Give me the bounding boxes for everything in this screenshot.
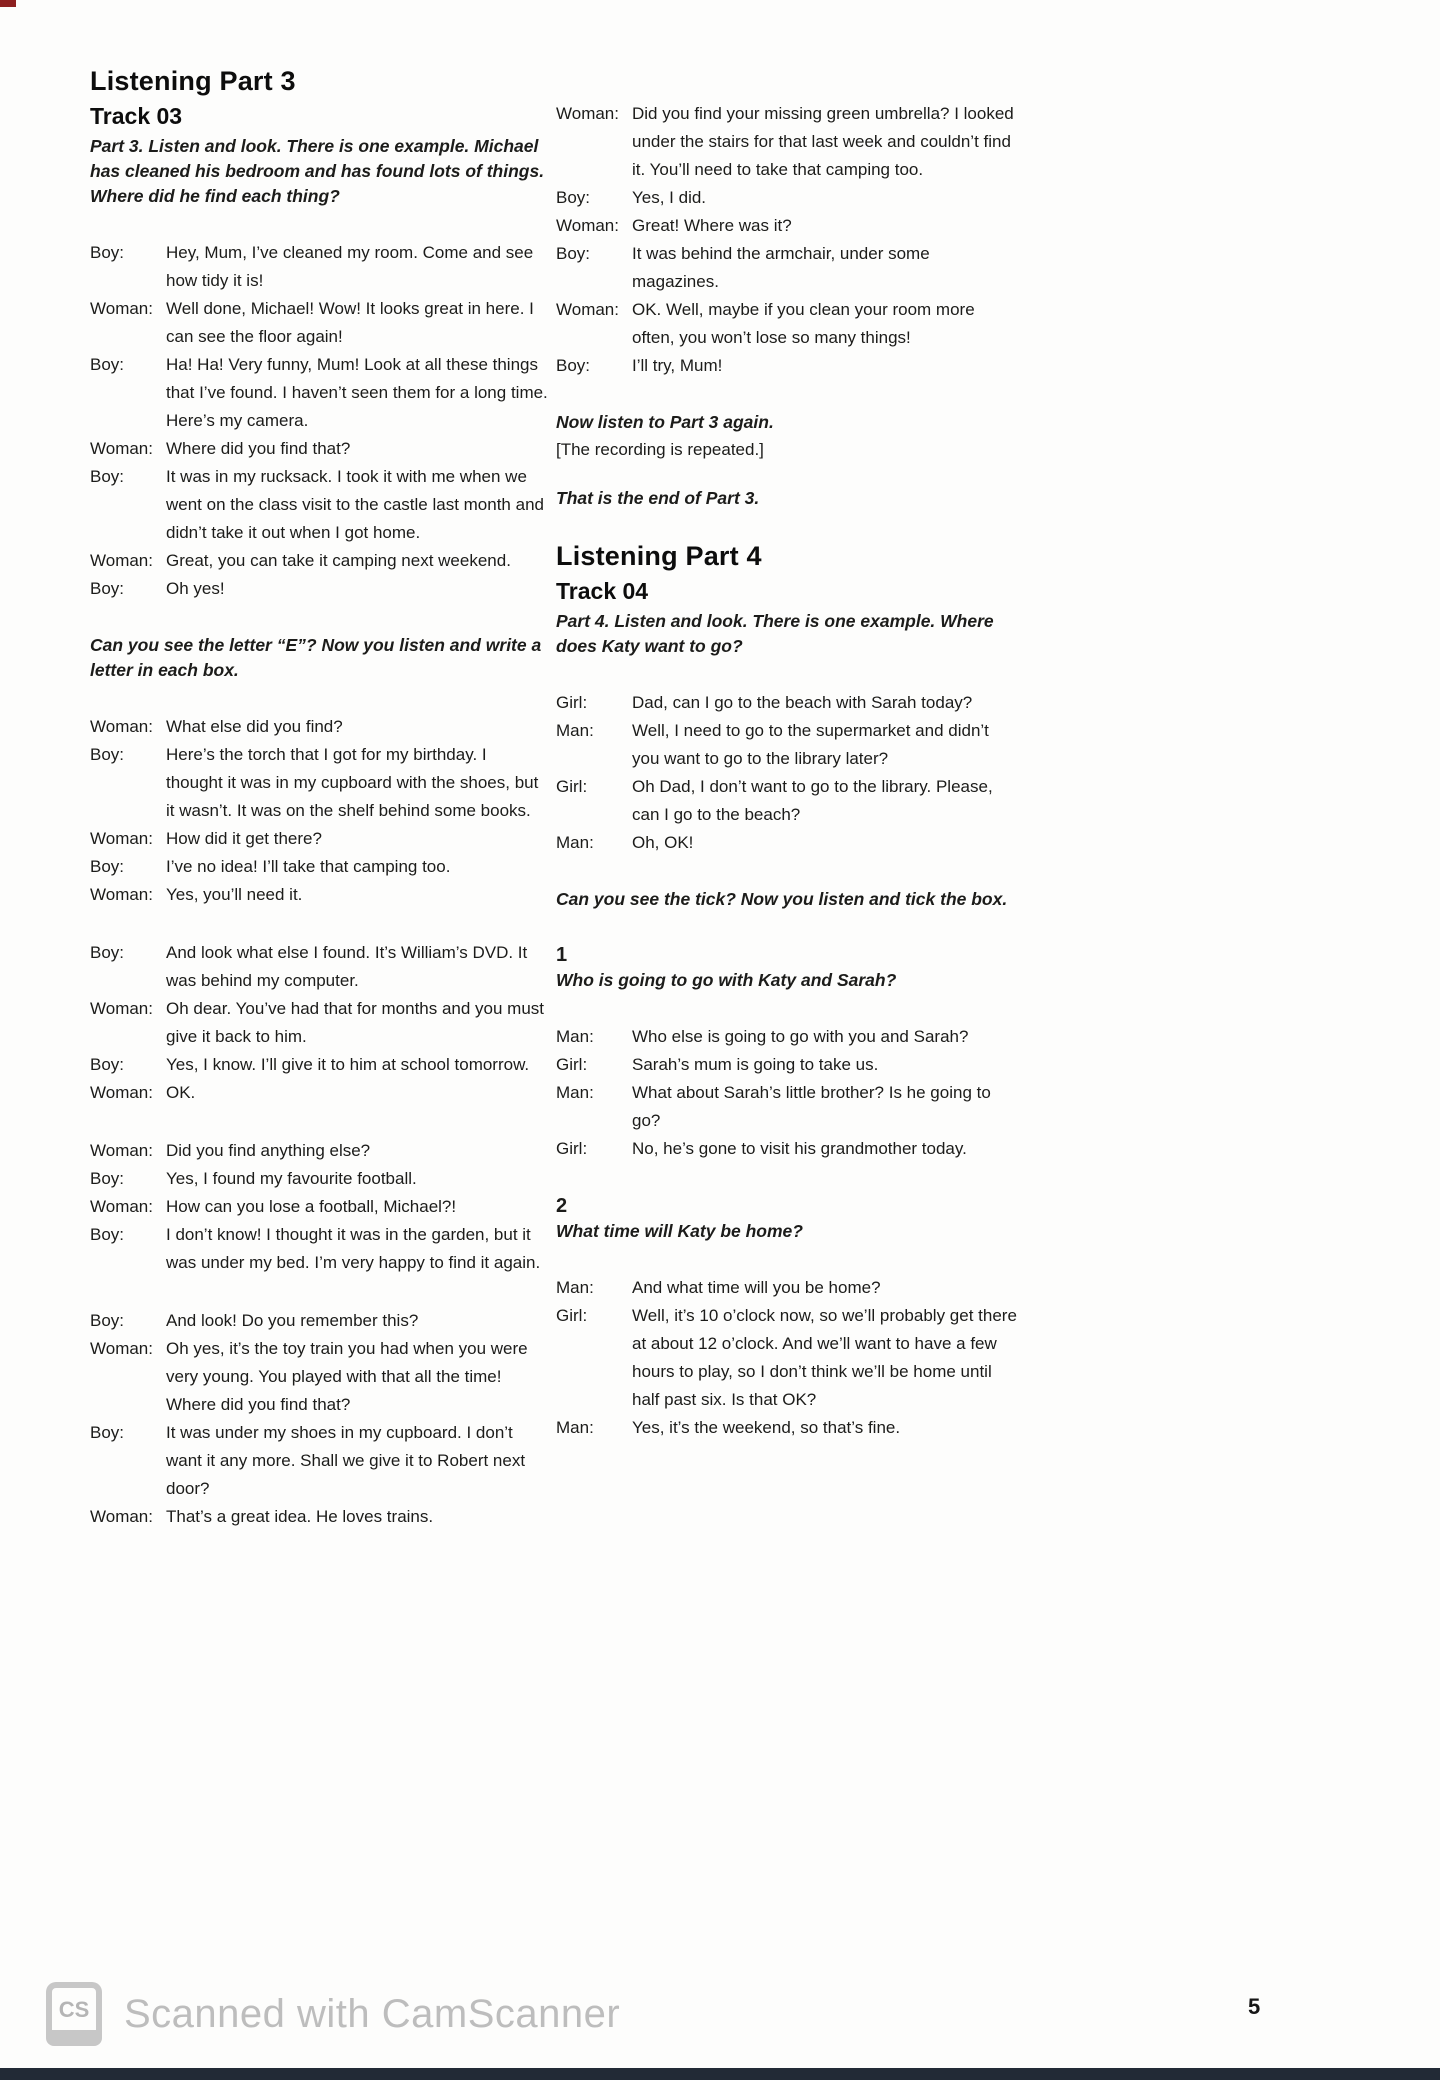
dialogue-text: What else did you find?	[166, 717, 343, 736]
speaker-label: Man:	[556, 833, 594, 852]
recording-note: [The recording is repeated.]	[556, 440, 764, 459]
dialogue-text: Ha! Ha! Very funny, Mum! Look at all these things that I’ve found. I haven’t seen them for a long time. Here’s my camera.	[166, 355, 548, 430]
dialogue-line	[556, 829, 1018, 857]
speaker-label: Girl:	[556, 1139, 588, 1158]
dialogue-line	[556, 184, 1018, 212]
instruction-italic: Part 4. Listen and look. There is one example. Where does Katy want to go?	[556, 611, 994, 656]
speaker-label: Woman:	[90, 299, 153, 318]
speaker-label: Boy:	[90, 1225, 125, 1244]
dialogue-line	[90, 825, 548, 853]
question-block	[556, 1193, 1018, 1244]
dialogue-block	[556, 100, 1018, 380]
speaker-label: Woman:	[90, 999, 153, 1018]
speaker-label: Boy:	[90, 1311, 125, 1330]
dialogue-line	[90, 239, 548, 295]
camscanner-logo-text: CS	[58, 1997, 90, 2022]
dialogue-text: Who else is going to go with you and Sarah?	[632, 1027, 969, 1046]
dialogue-text: Great! Where was it?	[632, 216, 792, 235]
speaker-label: Woman:	[90, 1339, 153, 1358]
speaker-label: Woman:	[556, 300, 619, 319]
dialogue-block	[556, 1023, 1018, 1163]
dialogue-text: I’ve no idea! I’ll take that camping too.	[166, 857, 451, 876]
speaker-label: Woman:	[90, 1197, 153, 1216]
scan-artifact	[0, 0, 16, 7]
speaker-label: Man:	[556, 1418, 594, 1437]
bottom-strip	[0, 2068, 1440, 2080]
dialogue-line	[90, 351, 548, 435]
dialogue-text: Yes, it’s the weekend, so that’s fine.	[632, 1418, 901, 1437]
dialogue-text: I’ll try, Mum!	[632, 356, 723, 375]
dialogue-line	[90, 1051, 548, 1079]
speaker-label: Woman:	[556, 104, 619, 123]
speaker-label: Girl:	[556, 693, 588, 712]
dialogue-line	[556, 689, 1018, 717]
dialogue-line	[556, 773, 1018, 829]
dialogue-text: That’s a great idea. He loves trains.	[166, 1507, 434, 1526]
dialogue-line	[556, 296, 1018, 352]
dialogue-text: Oh yes, it’s the toy train you had when you were very young. You played with that all the time! Where did you find that?	[166, 1339, 528, 1414]
dialogue-text: How can you lose a football, Michael?!	[166, 1197, 457, 1216]
dialogue-text: Hey, Mum, I’ve cleaned my room. Come and see how tidy it is!	[166, 243, 534, 290]
question-block	[556, 942, 1018, 993]
dialogue-text: Oh yes!	[166, 579, 225, 598]
speaker-label: Boy:	[90, 243, 125, 262]
dialogue-block	[90, 939, 548, 1107]
dialogue-line	[556, 1023, 1018, 1051]
dialogue-line	[90, 939, 548, 995]
dialogue-line	[556, 352, 1018, 380]
right-column	[556, 70, 1018, 1442]
footer	[46, 1978, 1394, 2050]
dialogue-line	[90, 1079, 548, 1107]
speaker-label: Boy:	[90, 1055, 125, 1074]
instruction-italic: That is the end of Part 3.	[556, 488, 760, 508]
dialogue-text: Did you find your missing green umbrella? I looked under the stairs for that last week and couldn’t find it. You’ll need to take that camping too.	[632, 104, 1014, 179]
question-text: Who is going to go with Katy and Sarah?	[556, 970, 897, 990]
dialogue-text: What about Sarah’s little brother? Is he going to go?	[632, 1083, 991, 1130]
speaker-label: Boy:	[90, 467, 125, 486]
dialogue-text: It was in my rucksack. I took it with me when we went on the class visit to the castle last month and didn’t take it out when I got home.	[166, 467, 544, 542]
question-number: 1	[556, 944, 568, 966]
dialogue-line	[90, 547, 548, 575]
dialogue-text: Sarah’s mum is going to take us.	[632, 1055, 879, 1074]
speaker-label: Girl:	[556, 777, 588, 796]
instruction-italic: Can you see the tick? Now you listen and tick the box.	[556, 889, 1008, 909]
dialogue-text: Yes, I found my favourite football.	[166, 1169, 417, 1188]
dialogue-line	[90, 1419, 548, 1503]
dialogue-text: Yes, I did.	[632, 188, 707, 207]
dialogue-line	[90, 881, 548, 909]
speaker-label: Boy:	[556, 244, 591, 263]
instruction-italic: Part 3. Listen and look. There is one example. Michael has cleaned his bedroom and has found lots of things. Where did he find each thing?	[90, 136, 545, 206]
dialogue-line	[90, 435, 548, 463]
dialogue-text: No, he’s gone to visit his grandmother today.	[632, 1139, 967, 1158]
speaker-label: Woman:	[90, 885, 153, 904]
dialogue-text: OK.	[166, 1083, 196, 1102]
dialogue-line	[90, 295, 548, 351]
speaker-label: Boy:	[90, 579, 125, 598]
dialogue-line	[90, 741, 548, 825]
speaker-label: Boy:	[90, 355, 125, 374]
dialogue-line	[90, 1137, 548, 1165]
dialogue-line	[90, 1307, 548, 1335]
dialogue-block	[556, 689, 1018, 857]
speaker-label: Woman:	[90, 439, 153, 458]
left-column	[90, 66, 548, 1531]
camscanner-logo-tab	[46, 2030, 102, 2046]
dialogue-text: It was behind the armchair, under some magazines.	[632, 244, 930, 291]
dialogue-text: I don’t know! I thought it was in the garden, but it was under my bed. I’m very happy to find it again.	[166, 1225, 541, 1272]
instruction-italic: Can you see the letter “E”? Now you listen and write a letter in each box.	[90, 635, 542, 680]
dialogue-text: Well, I need to go to the supermarket and didn’t you want to go to the library later?	[632, 721, 989, 768]
dialogue-line	[90, 575, 548, 603]
dialogue-line	[556, 1079, 1018, 1135]
dialogue-line	[90, 1503, 548, 1531]
track-heading: Track 03	[90, 103, 183, 129]
dialogue-text: Well done, Michael! Wow! It looks great in here. I can see the floor again!	[166, 299, 534, 346]
dialogue-text: Did you find anything else?	[166, 1141, 371, 1160]
dialogue-line	[556, 1414, 1018, 1442]
speaker-label: Boy:	[90, 943, 125, 962]
speaker-label: Boy:	[90, 745, 125, 764]
dialogue-text: How did it get there?	[166, 829, 322, 848]
dialogue-line	[90, 1335, 548, 1419]
dialogue-block	[90, 1137, 548, 1277]
speaker-label: Woman:	[90, 1141, 153, 1160]
speaker-label: Boy:	[90, 857, 125, 876]
speaker-label: Woman:	[90, 1507, 153, 1526]
dialogue-line	[556, 1274, 1018, 1302]
dialogue-line	[90, 1165, 548, 1193]
speaker-label: Woman:	[90, 1083, 153, 1102]
speaker-label: Boy:	[90, 1169, 125, 1188]
speaker-label: Woman:	[556, 216, 619, 235]
dialogue-text: Dad, can I go to the beach with Sarah today?	[632, 693, 973, 712]
speaker-label: Girl:	[556, 1055, 588, 1074]
speaker-label: Woman:	[90, 717, 153, 736]
dialogue-text: Oh, OK!	[632, 833, 694, 852]
speaker-label: Man:	[556, 1278, 594, 1297]
dialogue-text: Yes, I know. I’ll give it to him at school tomorrow.	[166, 1055, 530, 1074]
speaker-label: Woman:	[90, 551, 153, 570]
section-heading: Listening Part 3	[90, 66, 296, 96]
speaker-label: Boy:	[90, 1423, 125, 1442]
dialogue-line	[556, 240, 1018, 296]
track-heading: Track 04	[556, 578, 649, 604]
dialogue-line	[90, 853, 548, 881]
dialogue-block	[90, 1307, 548, 1531]
dialogue-line	[556, 1302, 1018, 1414]
page-number: 5	[1248, 1994, 1261, 2019]
dialogue-text: Yes, you’ll need it.	[166, 885, 303, 904]
speaker-label: Man:	[556, 1083, 594, 1102]
camscanner-watermark: Scanned with CamScanner	[124, 1991, 621, 2036]
speaker-label: Man:	[556, 1027, 594, 1046]
dialogue-text: And look what else I found. It’s William’s DVD. It was behind my computer.	[166, 943, 528, 990]
dialogue-text: And look! Do you remember this?	[166, 1311, 419, 1330]
dialogue-line	[556, 212, 1018, 240]
dialogue-text: Oh Dad, I don’t want to go to the library. Please, can I go to the beach?	[632, 777, 993, 824]
dialogue-line	[556, 1051, 1018, 1079]
dialogue-line	[90, 463, 548, 547]
dialogue-text: Where did you find that?	[166, 439, 351, 458]
speaker-label: Girl:	[556, 1306, 588, 1325]
dialogue-block	[556, 1274, 1018, 1442]
dialogue-text: OK. Well, maybe if you clean your room more often, you won’t lose so many things!	[632, 300, 975, 347]
dialogue-line	[556, 100, 1018, 184]
speaker-label: Boy:	[556, 356, 591, 375]
dialogue-line	[556, 1135, 1018, 1163]
dialogue-block	[90, 713, 548, 909]
speaker-label: Woman:	[90, 829, 153, 848]
speaker-label: Man:	[556, 721, 594, 740]
dialogue-line	[90, 995, 548, 1051]
dialogue-line	[556, 717, 1018, 773]
dialogue-text: Great, you can take it camping next weekend.	[166, 551, 511, 570]
dialogue-text: Well, it’s 10 o’clock now, so we’ll probably get there at about 12 o’clock. And we’ll want to have a few hours to play, so I don’t think we’ll be home until half past six. Is that OK?	[632, 1306, 1017, 1409]
section-heading: Listening Part 4	[556, 541, 762, 571]
dialogue-text: Here’s the torch that I got for my birthday. I thought it was in my cupboard with the shoes, but it wasn’t. It was on the shelf behind some books.	[166, 745, 539, 820]
dialogue-block	[90, 239, 548, 603]
instruction-italic: Now listen to Part 3 again.	[556, 412, 774, 432]
camscanner-logo-icon	[46, 1982, 102, 2046]
question-number: 2	[556, 1195, 568, 1217]
dialogue-text: Oh dear. You’ve had that for months and you must give it back to him.	[166, 999, 545, 1046]
dialogue-line	[90, 713, 548, 741]
dialogue-text: It was under my shoes in my cupboard. I don’t want it any more. Shall we give it to Robert next door?	[166, 1423, 526, 1498]
dialogue-line	[90, 1221, 548, 1277]
dialogue-text: And what time will you be home?	[632, 1278, 881, 1297]
speaker-label: Boy:	[556, 188, 591, 207]
question-text: What time will Katy be home?	[556, 1221, 803, 1241]
dialogue-line	[90, 1193, 548, 1221]
